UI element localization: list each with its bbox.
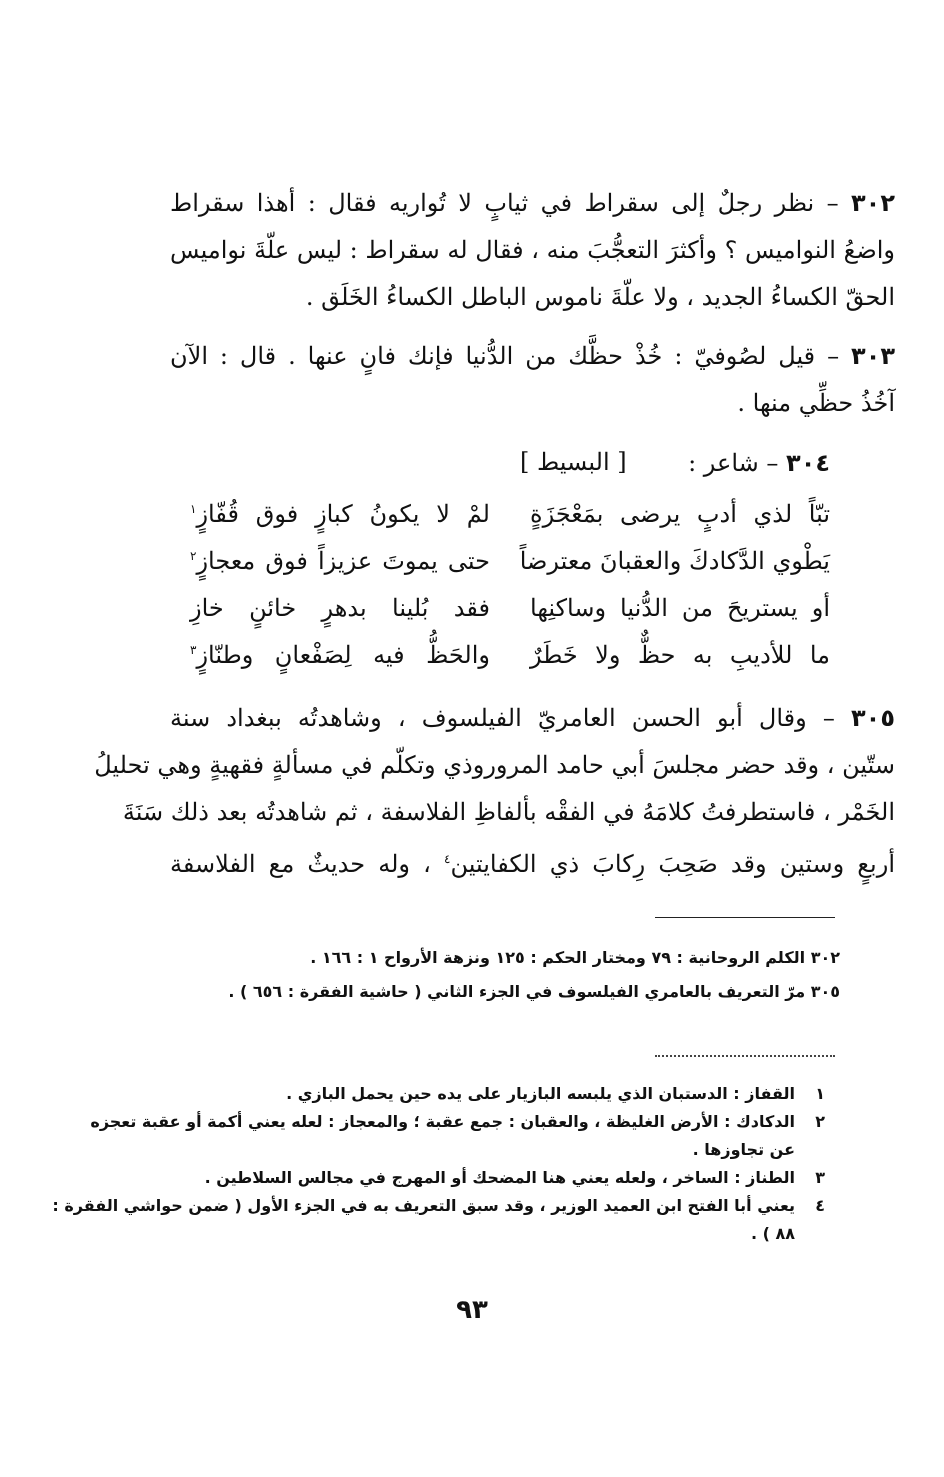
paragraph-text: أربعٍ وستين وقد صَحِبَ رِكابَ ذي الكفايتين <box>450 850 895 878</box>
footnote-number: ٣ <box>815 1168 825 1187</box>
paragraph-text: قيل لصُوفيّ : خُذْ حظَّك من الدُّنيا فإنك فانٍ عنها . قال : الآن <box>170 342 816 370</box>
footnote-number: ٢ <box>815 1112 825 1131</box>
dash: – <box>826 189 839 217</box>
source-text: مرّ التعريف بالعامري الفيلسوف في الجزء الثاني ( حاشية الفقرة : ٦٥٦ ) . <box>228 982 806 1001</box>
footnote <box>52 1192 825 1248</box>
paragraph-line <box>170 836 895 883</box>
paragraph-line <box>170 333 895 380</box>
meter-label: [ البسيط ] <box>520 448 627 476</box>
source-text: الكلم الروحانية : ٧٩ ومختار الحكم : ١٢٥ ونزهة الأرواح ١ : ١٦٦ . <box>310 948 806 967</box>
source-number: ٣٠٢ <box>810 948 840 967</box>
paragraph-number: ٣٠٤ <box>786 449 830 477</box>
paragraph-line <box>170 695 895 742</box>
footnote-text: ٨٨ ) . <box>750 1224 795 1243</box>
source-number: ٣٠٥ <box>810 982 840 1001</box>
hemistich-text: حتى يموتَ عزيزاً فوق معجازٍ <box>196 547 490 575</box>
footnote-text: الدكادك : الأرض الغليظة ، والعقبان : جمع عقبة ؛ والمعجاز : لعله يعني أكمة أو عقبة تعجزه <box>90 1112 795 1131</box>
hemistich-second <box>190 641 490 669</box>
paragraph-line: الحقّ الكساءُ الجديد ، ولا علّةَ ناموس الباطل الكساءُ الخَلَق . <box>305 283 895 311</box>
poem <box>190 500 830 688</box>
footnote-text: عن تجاوزها . <box>692 1140 795 1159</box>
poem-verse <box>190 500 830 547</box>
paragraph-302 <box>170 180 895 321</box>
footnote-number: ١ <box>815 1084 825 1103</box>
dash: – <box>827 342 840 370</box>
paragraph-305 <box>94 695 895 883</box>
poem-verse <box>190 641 830 688</box>
paragraph-number: ٣٠٥ <box>851 704 895 732</box>
footnote <box>165 1164 825 1192</box>
hemistich-text: لمْ لا يكونُ كبازٍ فوق قُفّازٍ <box>196 500 490 528</box>
paragraph-text: نظر رجلٌ إلى سقراط في ثيابٍ لا تُواريه فقال : أهذا سقراط <box>170 189 815 217</box>
footnotes <box>52 1080 825 1248</box>
footnote-number: ٤ <box>815 1196 825 1215</box>
paragraph-303 <box>170 333 895 427</box>
footnote-marker: ٤ <box>444 852 451 866</box>
hemistich-first: يَطْوي الدَّكادكَ والعقبانَ معترضاً <box>519 547 830 575</box>
paragraph-number: ٣٠٣ <box>851 342 895 370</box>
hemistich-second <box>190 547 490 575</box>
paragraph-line <box>170 180 895 227</box>
footnote-marker: ٢ <box>190 549 197 563</box>
hemistich-text: فقد بُلينا بدهرٍ خائنٍ خازِ <box>190 594 490 622</box>
dash: – <box>766 449 779 477</box>
hemistich-text: والحَظُّ فيه لِصَفْعانٍ وطنّازٍ <box>196 641 490 669</box>
hemistich-second <box>190 500 490 528</box>
footnote-text: القفاز : الدستبان الذي يلبسه البازيار على يده حين يحمل البازي . <box>286 1084 795 1103</box>
hemistich-first: أو يستريحَ من الدُّنيا وساكنِها <box>530 594 830 622</box>
paragraph-text: ، وله حديثٌ مع الفلاسفة <box>170 850 445 878</box>
footnote-text: الطناز : الساخر ، ولعله يعني هنا المضحك أو المهرج في مجالس السلاطين . <box>204 1168 795 1187</box>
poem-verse <box>190 547 830 594</box>
paragraph-line: واضعُ النواميس ؟ وأكثرَ التعجُّبَ منه ، فقال له سقراط : ليس علّةَ نواميس <box>170 236 895 264</box>
hemistich-first: ما للأديبِ به حظٌّ ولا خَطَرٌ <box>530 641 830 669</box>
footnote-divider <box>655 1055 835 1057</box>
paragraph-number: ٣٠٢ <box>851 189 895 217</box>
footnote <box>90 1108 825 1164</box>
paragraph-line: آخُذُ حظِّي منها . <box>737 389 895 417</box>
hemistich-first: تبّاً لذي أدبٍ يرضى بمَعْجَزَةٍ <box>530 500 830 528</box>
source-reference <box>280 948 840 967</box>
source-reference <box>228 982 840 1001</box>
poet-label: شاعر : <box>688 449 759 477</box>
hemistich-second <box>190 594 490 622</box>
footnote-marker: ١ <box>190 502 197 516</box>
source-divider <box>655 917 835 918</box>
poem-verse <box>190 594 830 641</box>
paragraph-text: وقال أبو الحسن العامريّ الفيلسوف ، وشاهدتُه ببغداد سنة <box>170 704 807 732</box>
dash: – <box>822 704 835 732</box>
paragraph-line: الخَمْر ، فاستطرفتُ كلامَهُ في الفقْه بألفاظِ الفلاسفة ، ثم شاهدتُه بعد ذلك سَنَةَ <box>122 798 895 826</box>
footnote-text: يعني أبا الفتح ابن العميد الوزير ، وقد سبق التعريف به في الجزء الأول ( ضمن حواشي الفقرة : <box>52 1196 795 1215</box>
footnote-marker: ٣ <box>190 643 197 657</box>
page-number: ٩٣ <box>456 1295 488 1325</box>
paragraph-line: ستّين ، وقد حضر مجلسَ أبي حامد المروروذي وتكلّم في مسألةٍ فقهيةٍ وهي تحليلُ <box>94 751 895 779</box>
footnote <box>165 1080 825 1108</box>
